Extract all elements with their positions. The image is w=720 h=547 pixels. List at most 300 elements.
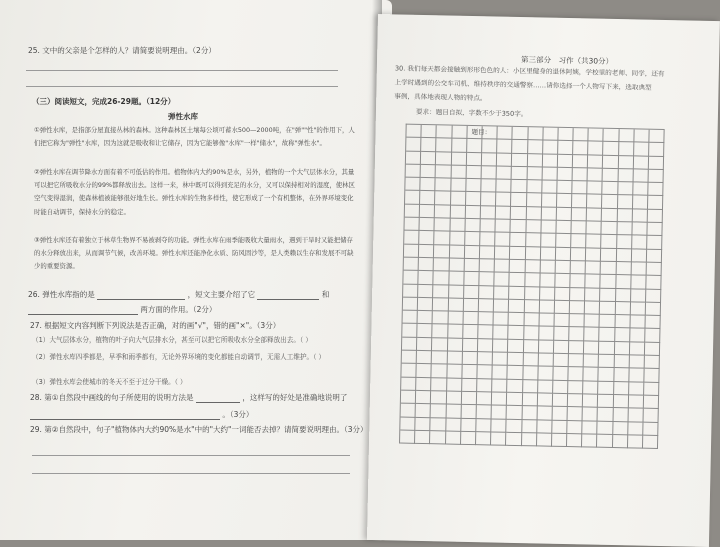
grid-cell[interactable] — [645, 316, 660, 330]
grid-cell[interactable] — [420, 191, 435, 205]
grid-cell[interactable] — [527, 167, 542, 181]
grid-cell[interactable] — [617, 222, 632, 236]
grid-cell[interactable] — [541, 234, 556, 248]
grid-cell[interactable] — [600, 328, 615, 342]
grid-cell[interactable] — [554, 354, 569, 368]
grid-cell[interactable] — [633, 183, 648, 197]
grid-cell[interactable] — [601, 248, 616, 262]
grid-cell[interactable] — [463, 312, 478, 326]
grid-cell[interactable] — [538, 367, 553, 381]
grid-cell[interactable] — [433, 298, 448, 312]
grid-cell[interactable] — [615, 302, 630, 316]
grid-cell[interactable] — [433, 285, 448, 299]
grid-cell[interactable] — [525, 260, 540, 274]
grid-cell[interactable] — [629, 355, 644, 369]
grid-cell[interactable] — [584, 368, 599, 382]
grid-cell[interactable] — [557, 168, 572, 182]
grid-cell[interactable] — [582, 421, 597, 435]
grid-cell[interactable] — [618, 196, 633, 210]
grid-cell[interactable] — [430, 431, 445, 445]
grid-cell[interactable] — [419, 245, 434, 259]
grid-cell[interactable] — [537, 393, 552, 407]
grid-cell[interactable] — [633, 196, 648, 210]
grid-cell[interactable] — [570, 314, 585, 328]
grid-cell[interactable] — [431, 418, 446, 432]
grid-cell[interactable] — [648, 196, 663, 210]
grid-cell[interactable] — [524, 300, 539, 314]
grid-cell[interactable] — [554, 314, 569, 328]
grid-cell[interactable] — [616, 249, 631, 263]
grid-cell[interactable] — [403, 271, 418, 285]
grid-cell[interactable] — [649, 143, 664, 157]
grid-cell[interactable] — [464, 299, 479, 313]
grid-cell[interactable] — [446, 418, 461, 432]
grid-cell[interactable] — [616, 262, 631, 276]
grid-cell[interactable] — [569, 328, 584, 342]
grid-cell[interactable] — [568, 381, 583, 395]
grid-cell[interactable] — [634, 129, 649, 143]
grid-cell[interactable] — [451, 179, 466, 193]
grid-cell[interactable] — [617, 209, 632, 223]
grid-cell[interactable] — [431, 391, 446, 405]
grid-cell[interactable] — [585, 301, 600, 315]
grid-cell[interactable] — [649, 156, 664, 170]
grid-cell[interactable] — [479, 299, 494, 313]
grid-cell[interactable] — [511, 207, 526, 221]
grid-cell[interactable] — [479, 286, 494, 300]
grid-cell[interactable] — [509, 326, 524, 340]
grid-cell[interactable] — [649, 170, 664, 184]
grid-cell[interactable] — [420, 205, 435, 219]
grid-cell[interactable] — [446, 405, 461, 419]
grid-cell[interactable] — [628, 409, 643, 423]
grid-cell[interactable] — [435, 192, 450, 206]
grid-cell[interactable] — [613, 422, 628, 436]
grid-cell[interactable] — [434, 245, 449, 259]
grid-cell[interactable] — [555, 261, 570, 275]
grid-cell[interactable] — [416, 378, 431, 392]
grid-cell[interactable] — [419, 271, 434, 285]
grid-cell[interactable] — [450, 205, 465, 219]
grid-cell[interactable] — [603, 155, 618, 169]
grid-cell[interactable] — [601, 275, 616, 289]
grid-cell[interactable] — [498, 127, 513, 141]
grid-cell[interactable] — [588, 155, 603, 169]
grid-cell[interactable] — [493, 326, 508, 340]
grid-cell[interactable] — [584, 354, 599, 368]
grid-cell[interactable] — [555, 301, 570, 315]
grid-cell[interactable] — [571, 261, 586, 275]
grid-cell[interactable] — [558, 154, 573, 168]
grid-cell[interactable] — [403, 311, 418, 325]
grid-cell[interactable] — [615, 328, 630, 342]
grid-cell[interactable] — [572, 195, 587, 209]
grid-cell[interactable] — [466, 166, 481, 180]
grid-cell[interactable] — [480, 219, 495, 233]
grid-cell[interactable] — [450, 232, 465, 246]
grid-cell[interactable] — [478, 312, 493, 326]
grid-cell[interactable] — [432, 338, 447, 352]
grid-cell[interactable] — [482, 153, 497, 167]
grid-cell[interactable] — [537, 407, 552, 421]
grid-cell[interactable] — [512, 180, 527, 194]
grid-cell[interactable] — [507, 419, 522, 433]
grid-cell[interactable] — [527, 180, 542, 194]
grid-cell[interactable] — [448, 325, 463, 339]
grid-cell[interactable] — [583, 381, 598, 395]
grid-cell[interactable] — [584, 341, 599, 355]
grid-cell[interactable] — [646, 276, 661, 290]
grid-cell[interactable] — [402, 351, 417, 365]
grid-cell[interactable] — [405, 191, 420, 205]
grid-cell[interactable] — [522, 406, 537, 420]
grid-cell[interactable] — [588, 182, 603, 196]
grid-cell[interactable] — [541, 247, 556, 261]
grid-cell[interactable] — [406, 138, 421, 152]
grid-cell[interactable] — [554, 327, 569, 341]
grid-cell[interactable] — [462, 365, 477, 379]
grid-cell[interactable] — [447, 352, 462, 366]
grid-cell[interactable] — [524, 313, 539, 327]
grid-cell[interactable] — [619, 142, 634, 156]
grid-cell[interactable] — [521, 433, 536, 447]
grid-cell[interactable] — [508, 353, 523, 367]
grid-cell[interactable] — [466, 192, 481, 206]
grid-cell[interactable] — [481, 179, 496, 193]
grid-cell[interactable] — [634, 156, 649, 170]
grid-cell[interactable] — [618, 182, 633, 196]
grid-cell[interactable] — [446, 431, 461, 445]
grid-cell[interactable] — [629, 369, 644, 383]
grid-cell[interactable] — [539, 327, 554, 341]
grid-cell[interactable] — [553, 394, 568, 408]
grid-cell[interactable] — [421, 152, 436, 166]
grid-cell[interactable] — [586, 275, 601, 289]
grid-cell[interactable] — [435, 232, 450, 246]
grid-cell[interactable] — [416, 404, 431, 418]
grid-cell[interactable] — [403, 284, 418, 298]
grid-cell[interactable] — [433, 311, 448, 325]
grid-cell[interactable] — [618, 156, 633, 170]
grid-cell[interactable] — [466, 179, 481, 193]
grid-cell[interactable] — [569, 341, 584, 355]
grid-cell[interactable] — [541, 207, 556, 221]
grid-cell[interactable] — [477, 366, 492, 380]
grid-cell[interactable] — [630, 342, 645, 356]
grid-cell[interactable] — [481, 166, 496, 180]
grid-cell[interactable] — [417, 324, 432, 338]
grid-cell[interactable] — [464, 259, 479, 273]
grid-cell[interactable] — [645, 356, 660, 370]
grid-cell[interactable] — [617, 235, 632, 249]
grid-cell[interactable] — [613, 435, 628, 449]
grid-cell[interactable] — [493, 353, 508, 367]
grid-cell[interactable] — [557, 194, 572, 208]
grid-cell[interactable] — [465, 246, 480, 260]
grid-cell[interactable] — [522, 393, 537, 407]
grid-cell[interactable] — [631, 262, 646, 276]
grid-cell[interactable] — [523, 353, 538, 367]
grid-cell[interactable] — [647, 223, 662, 237]
grid-cell[interactable] — [537, 420, 552, 434]
grid-cell[interactable] — [479, 272, 494, 286]
grid-cell[interactable] — [523, 366, 538, 380]
grid-cell[interactable] — [598, 408, 613, 422]
grid-cell[interactable] — [494, 313, 509, 327]
grid-cell[interactable] — [567, 434, 582, 448]
grid-cell[interactable] — [465, 232, 480, 246]
grid-cell[interactable] — [432, 365, 447, 379]
grid-cell[interactable] — [537, 433, 552, 447]
composition-grid[interactable] — [399, 124, 665, 449]
grid-cell[interactable] — [447, 365, 462, 379]
grid-cell[interactable] — [599, 355, 614, 369]
grid-cell[interactable] — [542, 194, 557, 208]
grid-cell[interactable] — [586, 261, 601, 275]
grid-cell[interactable] — [509, 313, 524, 327]
grid-cell[interactable] — [557, 208, 572, 222]
grid-cell[interactable] — [449, 245, 464, 259]
grid-cell[interactable] — [604, 142, 619, 156]
grid-cell[interactable] — [492, 392, 507, 406]
grid-cell[interactable] — [572, 208, 587, 222]
grid-cell[interactable] — [645, 329, 660, 343]
grid-cell[interactable] — [491, 432, 506, 446]
grid-cell[interactable] — [571, 221, 586, 235]
grid-cell[interactable] — [401, 377, 416, 391]
grid-cell[interactable] — [558, 141, 573, 155]
grid-cell[interactable] — [632, 236, 647, 250]
grid-cell[interactable] — [573, 141, 588, 155]
grid-cell[interactable] — [478, 339, 493, 353]
grid-cell[interactable] — [614, 382, 629, 396]
grid-cell[interactable] — [495, 246, 510, 260]
grid-cell[interactable] — [644, 409, 659, 423]
grid-cell[interactable] — [420, 178, 435, 192]
grid-cell[interactable] — [528, 140, 543, 154]
grid-cell[interactable] — [461, 418, 476, 432]
grid-cell[interactable] — [647, 249, 662, 263]
grid-cell[interactable] — [632, 222, 647, 236]
grid-cell[interactable] — [525, 247, 540, 261]
grid-cell[interactable] — [557, 181, 572, 195]
grid-cell[interactable] — [510, 273, 525, 287]
grid-cell[interactable] — [602, 222, 617, 236]
grid-cell[interactable] — [463, 325, 478, 339]
grid-cell[interactable] — [568, 394, 583, 408]
grid-cell[interactable] — [538, 380, 553, 394]
grid-cell[interactable] — [401, 404, 416, 418]
grid-cell[interactable] — [527, 154, 542, 168]
grid-cell[interactable] — [603, 169, 618, 183]
q28-blank-1[interactable] — [196, 402, 240, 403]
grid-cell[interactable] — [540, 260, 555, 274]
grid-cell[interactable] — [492, 379, 507, 393]
grid-cell[interactable] — [571, 234, 586, 248]
grid-cell[interactable] — [588, 142, 603, 156]
grid-cell[interactable] — [644, 369, 659, 383]
grid-cell[interactable] — [553, 367, 568, 381]
grid-cell[interactable] — [497, 166, 512, 180]
grid-cell[interactable] — [491, 419, 506, 433]
grid-cell[interactable] — [589, 128, 604, 142]
grid-cell[interactable] — [598, 395, 613, 409]
grid-cell[interactable] — [480, 246, 495, 260]
grid-cell[interactable] — [613, 395, 628, 409]
grid-cell[interactable] — [461, 405, 476, 419]
grid-cell[interactable] — [649, 130, 664, 144]
grid-cell[interactable] — [629, 382, 644, 396]
grid-cell[interactable] — [644, 382, 659, 396]
grid-cell[interactable] — [582, 434, 597, 448]
grid-cell[interactable] — [400, 430, 415, 444]
grid-cell[interactable] — [628, 422, 643, 436]
grid-cell[interactable] — [416, 391, 431, 405]
grid-cell[interactable] — [543, 154, 558, 168]
grid-cell[interactable] — [494, 299, 509, 313]
grid-cell[interactable] — [461, 432, 476, 446]
grid-cell[interactable] — [511, 220, 526, 234]
grid-cell[interactable] — [568, 407, 583, 421]
grid-cell[interactable] — [585, 315, 600, 329]
grid-cell[interactable] — [509, 300, 524, 314]
grid-cell[interactable] — [523, 380, 538, 394]
grid-cell[interactable] — [542, 181, 557, 195]
grid-cell[interactable] — [585, 288, 600, 302]
grid-cell[interactable] — [630, 329, 645, 343]
grid-cell[interactable] — [463, 339, 478, 353]
grid-cell[interactable] — [406, 151, 421, 165]
grid-cell[interactable] — [512, 167, 527, 181]
grid-cell[interactable] — [495, 233, 510, 247]
grid-cell[interactable] — [404, 258, 419, 272]
grid-cell[interactable] — [404, 218, 419, 232]
grid-cell[interactable] — [496, 206, 511, 220]
grid-cell[interactable] — [570, 301, 585, 315]
grid-cell[interactable] — [552, 434, 567, 448]
grid-cell[interactable] — [493, 366, 508, 380]
grid-cell[interactable] — [437, 125, 452, 139]
grid-cell[interactable] — [497, 140, 512, 154]
grid-cell[interactable] — [508, 340, 523, 354]
grid-cell[interactable] — [492, 406, 507, 420]
grid-cell[interactable] — [599, 341, 614, 355]
grid-cell[interactable] — [616, 289, 631, 303]
grid-cell[interactable] — [570, 288, 585, 302]
grid-cell[interactable] — [600, 288, 615, 302]
grid-cell[interactable] — [583, 394, 598, 408]
grid-cell[interactable] — [511, 193, 526, 207]
grid-cell[interactable] — [496, 193, 511, 207]
grid-cell[interactable] — [404, 244, 419, 258]
grid-cell[interactable] — [556, 234, 571, 248]
grid-cell[interactable] — [602, 195, 617, 209]
grid-cell[interactable] — [417, 351, 432, 365]
grid-cell[interactable] — [646, 289, 661, 303]
grid-cell[interactable] — [462, 392, 477, 406]
grid-cell[interactable] — [601, 262, 616, 276]
grid-cell[interactable] — [618, 169, 633, 183]
grid-cell[interactable] — [432, 351, 447, 365]
grid-cell[interactable] — [588, 168, 603, 182]
grid-cell[interactable] — [526, 207, 541, 221]
grid-cell[interactable] — [497, 153, 512, 167]
grid-cell[interactable] — [510, 233, 525, 247]
grid-cell[interactable] — [509, 286, 524, 300]
grid-cell[interactable] — [401, 391, 416, 405]
grid-cell[interactable] — [556, 247, 571, 261]
grid-cell[interactable] — [496, 220, 511, 234]
grid-cell[interactable] — [522, 420, 537, 434]
grid-cell[interactable] — [449, 259, 464, 273]
grid-cell[interactable] — [402, 324, 417, 338]
grid-cell[interactable] — [431, 378, 446, 392]
grid-cell[interactable] — [587, 221, 602, 235]
grid-cell[interactable] — [558, 128, 573, 142]
grid-cell[interactable] — [552, 407, 567, 421]
grid-cell[interactable] — [543, 141, 558, 155]
grid-cell[interactable] — [573, 168, 588, 182]
grid-cell[interactable] — [648, 183, 663, 197]
grid-cell[interactable] — [647, 236, 662, 250]
grid-cell[interactable] — [539, 340, 554, 354]
grid-cell[interactable] — [450, 219, 465, 233]
grid-cell[interactable] — [495, 259, 510, 273]
grid-cell[interactable] — [467, 139, 482, 153]
grid-cell[interactable] — [419, 231, 434, 245]
grid-cell[interactable] — [462, 378, 477, 392]
grid-cell[interactable] — [448, 338, 463, 352]
grid-cell[interactable] — [600, 315, 615, 329]
grid-cell[interactable] — [415, 417, 430, 431]
grid-cell[interactable] — [447, 378, 462, 392]
grid-cell[interactable] — [476, 419, 491, 433]
grid-cell[interactable] — [553, 380, 568, 394]
grid-cell[interactable] — [418, 311, 433, 325]
q26-blank-1[interactable] — [97, 299, 185, 300]
grid-cell[interactable] — [631, 302, 646, 316]
grid-cell[interactable] — [478, 352, 493, 366]
grid-cell[interactable] — [570, 274, 585, 288]
grid-cell[interactable] — [648, 209, 663, 223]
grid-cell[interactable] — [616, 275, 631, 289]
grid-cell[interactable] — [556, 221, 571, 235]
grid-cell[interactable] — [435, 205, 450, 219]
grid-cell[interactable] — [494, 273, 509, 287]
grid-cell[interactable] — [619, 129, 634, 143]
grid-cell[interactable] — [476, 432, 491, 446]
grid-cell[interactable] — [481, 193, 496, 207]
grid-cell[interactable] — [437, 139, 452, 153]
grid-cell[interactable] — [539, 300, 554, 314]
grid-cell[interactable] — [420, 218, 435, 232]
grid-cell[interactable] — [554, 341, 569, 355]
grid-cell[interactable] — [598, 421, 613, 435]
grid-cell[interactable] — [571, 248, 586, 262]
grid-cell[interactable] — [540, 287, 555, 301]
grid-cell[interactable] — [526, 234, 541, 248]
grid-cell[interactable] — [436, 165, 451, 179]
grid-cell[interactable] — [415, 431, 430, 445]
grid-cell[interactable] — [507, 393, 522, 407]
grid-cell[interactable] — [402, 337, 417, 351]
grid-cell[interactable] — [406, 165, 421, 179]
grid-cell[interactable] — [404, 231, 419, 245]
grid-cell[interactable] — [462, 352, 477, 366]
grid-cell[interactable] — [586, 235, 601, 249]
grid-cell[interactable] — [644, 396, 659, 410]
grid-cell[interactable] — [467, 152, 482, 166]
